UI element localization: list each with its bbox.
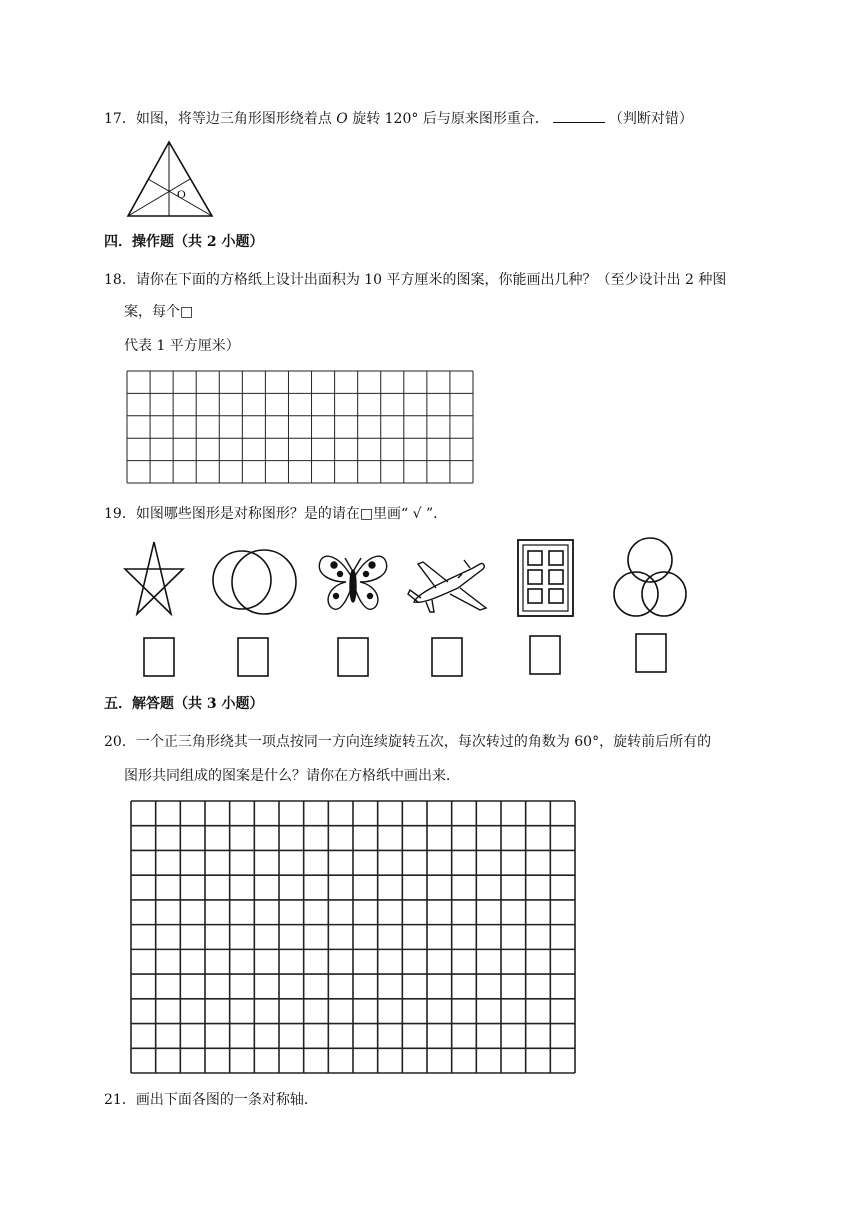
q20-line1: 20．一个正三角形绕其一项点按同一方向连续旋转五次，每次转过的角数为 60°，旋转前后所有的 [104,734,712,750]
q19-figures-row [118,532,698,682]
q17-text-after: 旋转 120° 后与原来图形重合． [347,111,549,127]
q19-answer-box-1[interactable] [144,638,174,676]
q19-answer-box-6[interactable] [636,634,666,672]
butterfly-icon [319,556,386,609]
q18-line2: 案，每个□ [124,304,194,320]
q17-answer-blank[interactable] [553,108,605,123]
star-icon [125,542,183,614]
q21-text: 21．画出下面各图的一条对称轴． [104,1092,318,1108]
q17-suffix: （判断对错） [608,111,693,127]
q17-text [104,108,693,129]
three-circles-icon [614,538,686,616]
q17-triangle-figure [124,138,216,220]
q19-answer-box-5[interactable] [530,636,560,674]
q19-answer-box-4[interactable] [432,638,462,676]
q19-text: 19．如图哪些图形是对称图形？是的请在□里画“ √ ”． [104,506,448,522]
q19-answer-box-2[interactable] [238,638,268,676]
q17-figure-label: O [177,187,186,201]
q20-grid-paper[interactable] [130,800,576,1074]
q20-line2: 图形共同组成的图案是什么？请你在方格纸中画出来． [124,768,460,784]
q19-answer-box-3[interactable] [338,638,368,676]
section4-title: 四．操作题（共 2 小题） [104,234,264,250]
overlapping-circles-icon [213,550,296,614]
q18-line3: 代表 1 平方厘米） [124,338,240,354]
q18-line1: 18．请你在下面的方格纸上设计出面积为 10 平方厘米的图案，你能画出几种？（至少设计出 2 种图 [104,272,727,288]
section5-title: 五．解答题（共 3 小题） [104,696,264,712]
window-icon [518,540,573,616]
q17-point: O [336,111,348,127]
airplane-icon [408,560,486,612]
q17-text-before: 17．如图，将等边三角形图形绕着点 [104,111,337,127]
q18-grid-paper[interactable] [126,370,474,484]
